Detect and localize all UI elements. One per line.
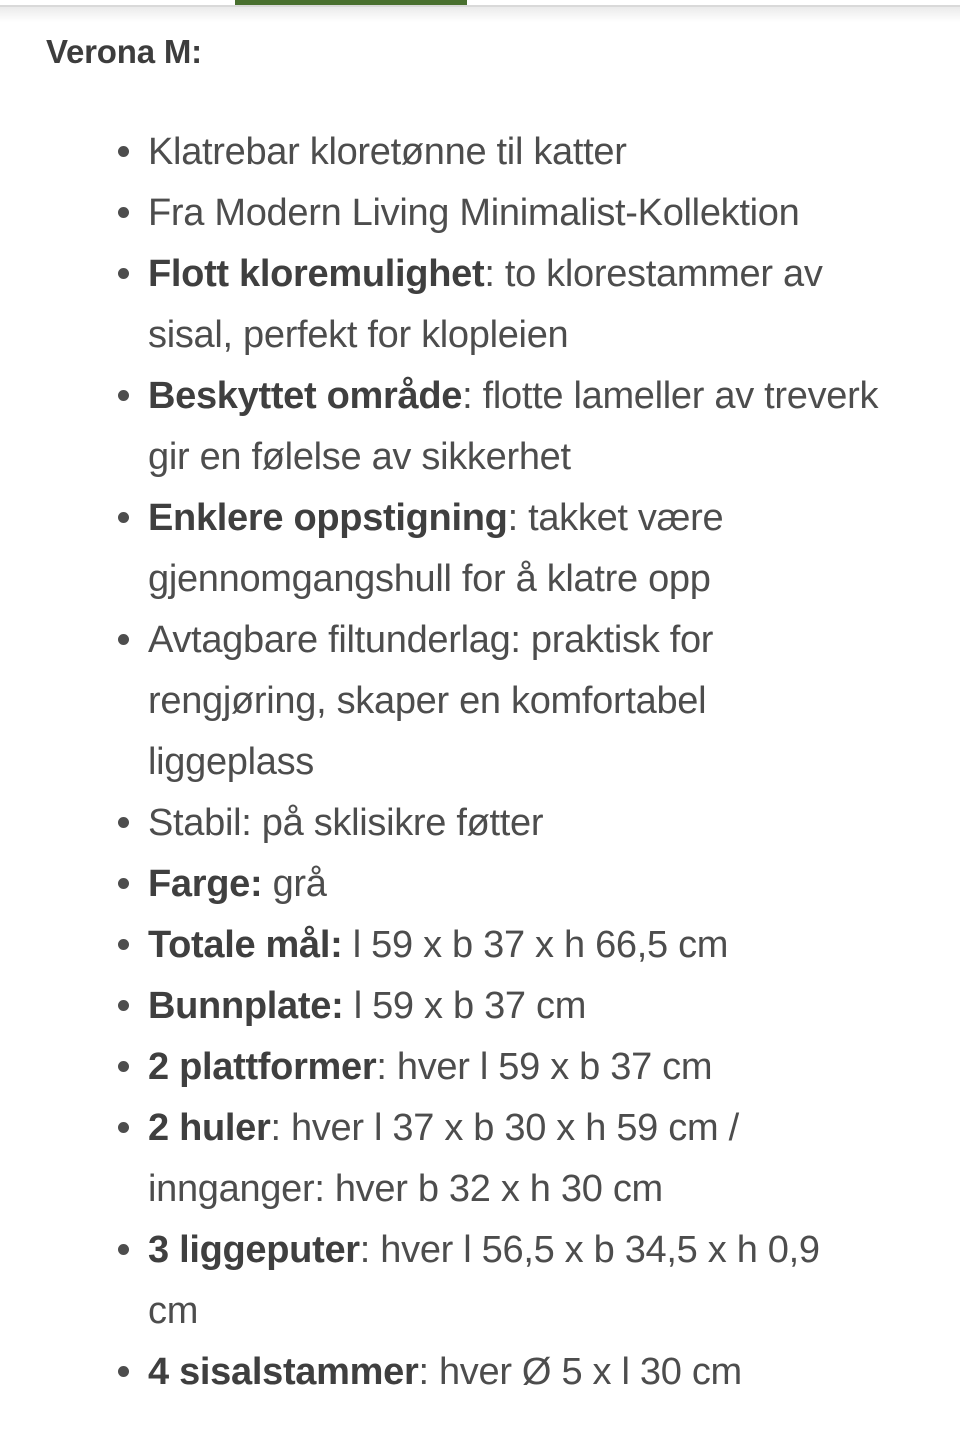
list-item-text: : to klorestammer av sisal, perfekt for klopleien <box>148 253 823 356</box>
bullet-dot-icon <box>118 390 129 401</box>
list-item-label: 4 sisalstammer <box>148 1351 419 1393</box>
bullet-dot-icon <box>118 146 129 157</box>
list-item <box>0 1037 960 1098</box>
bullet-dot-icon <box>118 1061 129 1072</box>
list-item-label: Flott kloremulighet <box>148 253 485 295</box>
bullet-dot-icon <box>118 268 129 279</box>
list-item-text: : hver Ø 5 x l 30 cm <box>418 1351 742 1393</box>
list-item <box>0 793 960 854</box>
list-item <box>0 122 960 183</box>
list-item-text: Fra Modern Living Minimalist-Kollektion <box>148 192 800 234</box>
list-item-label: Enklere oppstigning <box>148 497 508 539</box>
list-item-text: Klatrebar kloretønne til katter <box>148 131 627 173</box>
list-item-label: 2 huler <box>148 1107 271 1149</box>
list-item-label: Totale mål: <box>148 924 343 966</box>
product-feature-list <box>0 82 960 1403</box>
list-item-text: : hver l 56,5 x b 34,5 x h 0,9 cm <box>148 1229 820 1332</box>
list-item-text: grå <box>262 863 327 905</box>
list-item-label: 2 plattformer <box>148 1046 377 1088</box>
list-item <box>0 610 960 793</box>
list-item-label: 3 liggeputer <box>148 1229 360 1271</box>
list-item <box>0 1220 960 1342</box>
list-item-label: Beskyttet område <box>148 375 463 417</box>
bullet-dot-icon <box>118 1000 129 1011</box>
list-item-text: Avtagbare filtunderlag: praktisk for rengjøring, skaper en komfortabel liggeplass <box>148 619 714 783</box>
bullet-dot-icon <box>118 634 129 645</box>
bullet-dot-icon <box>118 1366 129 1377</box>
list-item-text: l 59 x b 37 x h 66,5 cm <box>342 924 729 966</box>
list-item <box>0 1342 960 1403</box>
list-item-text: Stabil: på sklisikre føtter <box>148 802 544 844</box>
list-item-text: l 59 x b 37 cm <box>343 985 587 1027</box>
list-item <box>0 244 960 366</box>
list-item <box>0 854 960 915</box>
browser-top-chrome <box>0 0 960 22</box>
list-item <box>0 976 960 1037</box>
list-item-text: : takket være gjennomgangshull for å klatre opp <box>148 497 724 600</box>
list-item-text: : hver l 37 x b 30 x h 59 cm / innganger: hver b 32 x h 30 cm <box>148 1107 739 1210</box>
list-item-label: Farge: <box>148 863 263 905</box>
list-item-label: Bunnplate: <box>148 985 344 1027</box>
list-item <box>0 366 960 488</box>
list-item-text: : flotte lameller av treverk gir en følelse av sikkerhet <box>148 375 879 478</box>
bullet-dot-icon <box>118 1122 129 1133</box>
bullet-dot-icon <box>118 512 129 523</box>
list-item <box>0 915 960 976</box>
list-item <box>0 1098 960 1220</box>
bullet-dot-icon <box>118 939 129 950</box>
list-item <box>0 183 960 244</box>
bullet-dot-icon <box>118 1244 129 1255</box>
bullet-dot-icon <box>118 207 129 218</box>
page-title: Verona M: <box>46 33 202 71</box>
list-item <box>0 488 960 610</box>
chrome-shadow <box>0 7 960 22</box>
list-item-text: : hver l 59 x b 37 cm <box>376 1046 713 1088</box>
bullet-dot-icon <box>118 878 129 889</box>
bullet-dot-icon <box>118 817 129 828</box>
